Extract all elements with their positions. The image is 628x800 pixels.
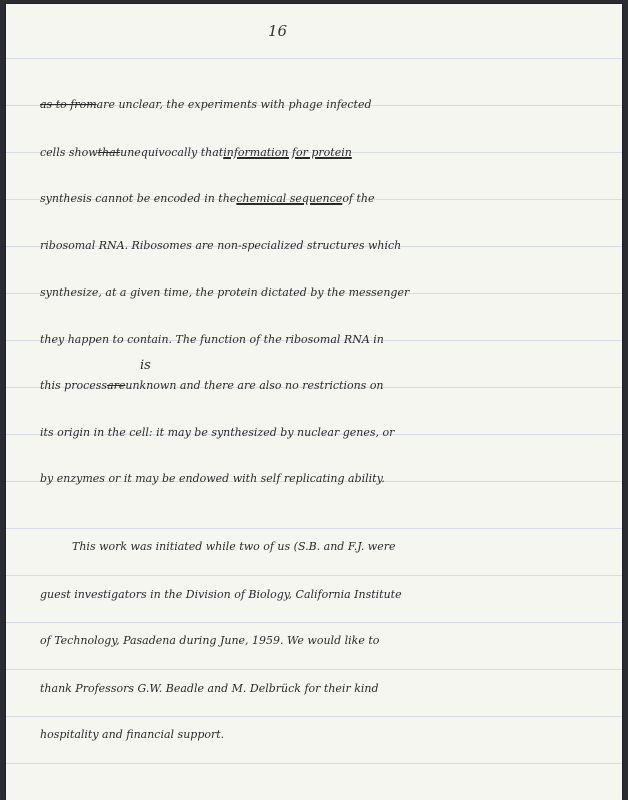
- manuscript-line-2: [6, 138, 622, 168]
- manuscript-line-12: [6, 626, 622, 656]
- struck-text: as to from: [40, 98, 97, 111]
- manuscript-line-8: [6, 418, 622, 448]
- line-text: are unclear, the experiments with phage infected: [96, 98, 372, 111]
- line-text: synthesize, at a given time, the protein dictated by the messenger: [40, 286, 410, 299]
- manuscript-line-3: [6, 184, 622, 214]
- struck-text: that: [97, 146, 121, 159]
- manuscript-line-9: [6, 464, 622, 494]
- manuscript-line-4: [6, 231, 622, 261]
- manuscript-line-1: [6, 90, 622, 120]
- line-text-pre: synthesis cannot be encoded in the: [40, 192, 237, 205]
- manuscript-page: [6, 4, 622, 800]
- manuscript-line-7: [6, 371, 622, 401]
- line-text-pre: cells show: [40, 146, 98, 159]
- page-number: 16: [268, 22, 288, 40]
- line-text: This work was initiated while two of us (S.B. and F.J. were: [72, 540, 396, 553]
- manuscript-line-11: [6, 580, 622, 610]
- underlined-text: chemical sequence: [236, 192, 343, 205]
- line-text: its origin in the cell: it may be synthesized by nuclear genes, or: [40, 426, 395, 439]
- line-text: hospitality and financial support.: [40, 728, 225, 741]
- manuscript-line-5: [6, 278, 622, 308]
- line-text: unknown and there are also no restrictions on: [125, 379, 384, 392]
- struck-text: are: [107, 379, 126, 392]
- line-text: of Technology, Pasadena during June, 1959. We would like to: [40, 634, 380, 647]
- line-text: by enzymes or it may be endowed with self replicating ability.: [40, 472, 385, 485]
- underlined-text: information for protein: [223, 146, 352, 159]
- line-text: of the: [342, 192, 375, 205]
- manuscript-line-14: [6, 720, 622, 750]
- line-text: guest investigators in the Division of Biology, California Institute: [40, 588, 402, 601]
- line-text: they happen to contain. The function of the ribosomal RNA in: [40, 333, 384, 346]
- manuscript-line-13: [6, 674, 622, 704]
- line-text: ribosomal RNA. Ribosomes are non-specialized structures which: [40, 239, 402, 252]
- line-text: thank Professors G.W. Beadle and M. Delbrück for their kind: [40, 682, 379, 695]
- manuscript-line-6: [6, 325, 622, 355]
- line-text-mid: unequivocally that: [120, 146, 224, 159]
- manuscript-line-10: [6, 532, 622, 562]
- line-text-pre: this process: [40, 379, 108, 392]
- inserted-word: is: [140, 358, 151, 373]
